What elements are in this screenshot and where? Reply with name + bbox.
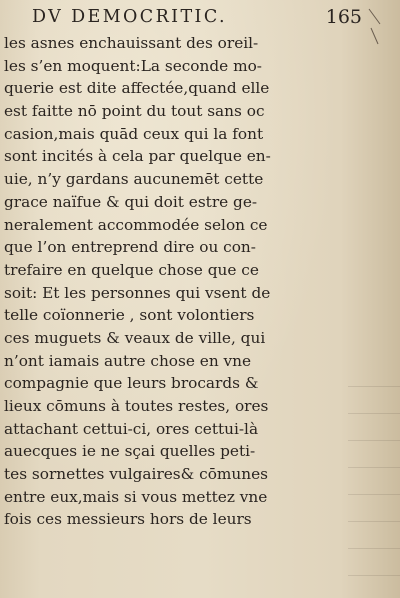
running-head: DV DEMOCRITIC. bbox=[32, 7, 227, 27]
text-line: tes sornettes vulgaires& cōmunes bbox=[4, 465, 269, 484]
text-line: telle coïonnerie , sont volontiers bbox=[4, 306, 255, 325]
text-line: trefaire en quelque chose que ce bbox=[4, 260, 259, 279]
page-header bbox=[32, 5, 362, 29]
text-line: que l’on entreprend dire ou con- bbox=[4, 238, 256, 257]
corner-fold-mark bbox=[368, 8, 382, 48]
text-line: les asnes enchauissant des oreil- bbox=[4, 34, 259, 52]
text-line: querie est dite affectée,quand elle bbox=[4, 79, 270, 98]
text-line: uie, n’y gardans aucunemēt cette bbox=[4, 170, 264, 189]
text-line: grace naïfue & qui doit estre ge- bbox=[4, 192, 258, 211]
text-line: neralement accommodée selon ce bbox=[4, 215, 268, 234]
text-line: ces muguets & veaux de ville, qui bbox=[4, 328, 266, 347]
text-line: entre eux,mais si vous mettez vne bbox=[4, 487, 268, 506]
text-line: les s’en moquent:La seconde mo- bbox=[4, 56, 262, 75]
text-line: compagnie que leurs brocards & bbox=[4, 374, 259, 393]
text-line: n’ont iamais autre chose en vne bbox=[4, 351, 252, 370]
text-line: fois ces messieurs hors de leurs bbox=[4, 510, 252, 529]
text-line: est faitte nō point du tout sans oc bbox=[4, 102, 265, 121]
show-through-text bbox=[348, 380, 400, 598]
text-line: soit: Et les personnes qui vsent de bbox=[4, 283, 271, 302]
text-line: attachant cettui-ci, ores cettui-là bbox=[4, 419, 259, 438]
text-line: auecques ie ne sçai quelles peti- bbox=[4, 442, 256, 461]
text-line: lieux cōmuns à toutes restes, ores bbox=[4, 397, 269, 415]
page-number: 165 bbox=[325, 6, 362, 28]
text-line: sont incités à cela par quelque en- bbox=[4, 147, 271, 166]
body-text bbox=[4, 32, 308, 531]
text-line: casion,mais quād ceux qui la font bbox=[4, 124, 264, 143]
